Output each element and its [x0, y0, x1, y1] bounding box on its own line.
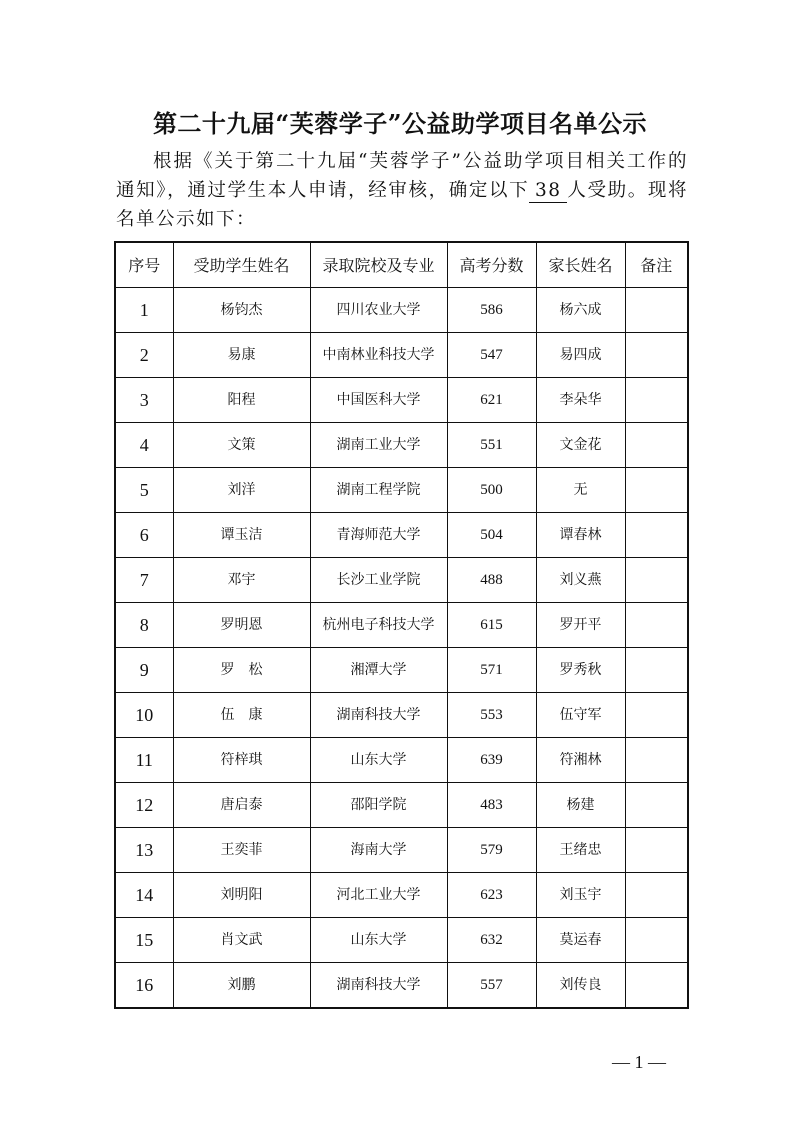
cell-parent: 刘义燕: [536, 558, 625, 603]
cell-student: 邓宇: [173, 558, 310, 603]
cell-score: 553: [447, 693, 536, 738]
cell-school: 湘潭大学: [310, 648, 447, 693]
cell-parent: 伍守军: [536, 693, 625, 738]
table-body: [115, 288, 688, 1009]
cell-parent: 文金花: [536, 423, 625, 468]
cell-parent: 杨建: [536, 783, 625, 828]
cell-score: 504: [447, 513, 536, 558]
cell-note: [625, 468, 688, 513]
cell-score: 571: [447, 648, 536, 693]
header-student: 受助学生姓名: [173, 242, 310, 288]
cell-note: [625, 333, 688, 378]
table-row: [115, 423, 688, 468]
page-title: 第二十九届“芙蓉学子”公益助学项目名单公示: [152, 109, 648, 138]
cell-no: 3: [115, 378, 173, 423]
table-row: [115, 963, 688, 1009]
cell-score: 639: [447, 738, 536, 783]
cell-school: 中南林业科技大学: [310, 333, 447, 378]
cell-no: 8: [115, 603, 173, 648]
cell-no: 7: [115, 558, 173, 603]
cell-parent: 无: [536, 468, 625, 513]
cell-school: 湖南科技大学: [310, 963, 447, 1009]
intro-paragraph: [116, 147, 688, 234]
cell-note: [625, 378, 688, 423]
cell-no: 6: [115, 513, 173, 558]
table-row: [115, 828, 688, 873]
cell-note: [625, 288, 688, 333]
cell-parent: 罗开平: [536, 603, 625, 648]
cell-parent: 王绪忠: [536, 828, 625, 873]
header-score: 高考分数: [447, 242, 536, 288]
cell-student: 文策: [173, 423, 310, 468]
cell-student: 符梓琪: [173, 738, 310, 783]
cell-parent: 刘玉宇: [536, 873, 625, 918]
cell-school: 海南大学: [310, 828, 447, 873]
cell-parent: 李朵华: [536, 378, 625, 423]
cell-school: 中国医科大学: [310, 378, 447, 423]
cell-note: [625, 558, 688, 603]
table-row: [115, 378, 688, 423]
cell-student: 刘洋: [173, 468, 310, 513]
table-row: [115, 738, 688, 783]
table-row: [115, 648, 688, 693]
cell-no: 9: [115, 648, 173, 693]
cell-student: 刘明阳: [173, 873, 310, 918]
cell-parent: 谭春林: [536, 513, 625, 558]
cell-parent: 易四成: [536, 333, 625, 378]
cell-school: 山东大学: [310, 918, 447, 963]
header-no: 序号: [115, 242, 173, 288]
cell-no: 10: [115, 693, 173, 738]
cell-note: [625, 918, 688, 963]
cell-score: 500: [447, 468, 536, 513]
intro-text-before: 根据《关于第二十九届“芙蓉学子”公益助学项目相关工作的通知》，通过学生本人申请，经审核，确定以下: [116, 151, 688, 201]
cell-no: 4: [115, 423, 173, 468]
cell-score: 586: [447, 288, 536, 333]
table-row: [115, 468, 688, 513]
cell-note: [625, 783, 688, 828]
cell-school: 邵阳学院: [310, 783, 447, 828]
page-number: — 1 —: [612, 1052, 666, 1072]
cell-parent: 刘传良: [536, 963, 625, 1009]
cell-note: [625, 963, 688, 1009]
cell-student: 谭玉洁: [173, 513, 310, 558]
cell-school: 四川农业大学: [310, 288, 447, 333]
cell-parent: 符湘林: [536, 738, 625, 783]
header-parent: 家长姓名: [536, 242, 625, 288]
cell-note: [625, 828, 688, 873]
cell-school: 杭州电子科技大学: [310, 603, 447, 648]
cell-no: 2: [115, 333, 173, 378]
cell-parent: 莫运春: [536, 918, 625, 963]
cell-score: 557: [447, 963, 536, 1009]
cell-score: 551: [447, 423, 536, 468]
cell-student: 阳程: [173, 378, 310, 423]
cell-note: [625, 693, 688, 738]
cell-score: 547: [447, 333, 536, 378]
cell-school: 湖南工业大学: [310, 423, 447, 468]
cell-student: 罗明恩: [173, 603, 310, 648]
cell-student: 易康: [173, 333, 310, 378]
cell-school: 河北工业大学: [310, 873, 447, 918]
table-header-row: [115, 242, 688, 288]
cell-no: 15: [115, 918, 173, 963]
cell-score: 615: [447, 603, 536, 648]
cell-note: [625, 423, 688, 468]
cell-note: [625, 603, 688, 648]
header-school: 录取院校及专业: [310, 242, 447, 288]
cell-no: 11: [115, 738, 173, 783]
cell-score: 632: [447, 918, 536, 963]
cell-no: 13: [115, 828, 173, 873]
cell-no: 14: [115, 873, 173, 918]
cell-note: [625, 513, 688, 558]
cell-student: 肖文武: [173, 918, 310, 963]
cell-score: 483: [447, 783, 536, 828]
table-row: [115, 918, 688, 963]
table-row: [115, 603, 688, 648]
cell-school: 湖南工程学院: [310, 468, 447, 513]
cell-school: 湖南科技大学: [310, 693, 447, 738]
cell-score: 621: [447, 378, 536, 423]
table-row: [115, 558, 688, 603]
cell-student: 唐启泰: [173, 783, 310, 828]
cell-student: 杨钧杰: [173, 288, 310, 333]
cell-school: 山东大学: [310, 738, 447, 783]
table-row: [115, 333, 688, 378]
recipient-table: [114, 241, 689, 1009]
cell-school: 青海师范大学: [310, 513, 447, 558]
table-row: [115, 873, 688, 918]
table-row: [115, 288, 688, 333]
cell-no: 1: [115, 288, 173, 333]
cell-parent: 杨六成: [536, 288, 625, 333]
cell-score: 579: [447, 828, 536, 873]
header-note: 备注: [625, 242, 688, 288]
cell-score: 623: [447, 873, 536, 918]
cell-no: 12: [115, 783, 173, 828]
cell-student: 刘鹏: [173, 963, 310, 1009]
table-row: [115, 783, 688, 828]
recipient-count: 38: [529, 180, 567, 203]
table-row: [115, 693, 688, 738]
cell-no: 16: [115, 963, 173, 1009]
table-row: [115, 513, 688, 558]
cell-note: [625, 648, 688, 693]
cell-no: 5: [115, 468, 173, 513]
cell-note: [625, 873, 688, 918]
cell-student: 罗 松: [173, 648, 310, 693]
intro-text-after: 人受助。现将名单公示如下：: [116, 180, 688, 230]
cell-school: 长沙工业学院: [310, 558, 447, 603]
cell-parent: 罗秀秋: [536, 648, 625, 693]
cell-score: 488: [447, 558, 536, 603]
cell-note: [625, 738, 688, 783]
cell-student: 伍 康: [173, 693, 310, 738]
cell-student: 王奕菲: [173, 828, 310, 873]
